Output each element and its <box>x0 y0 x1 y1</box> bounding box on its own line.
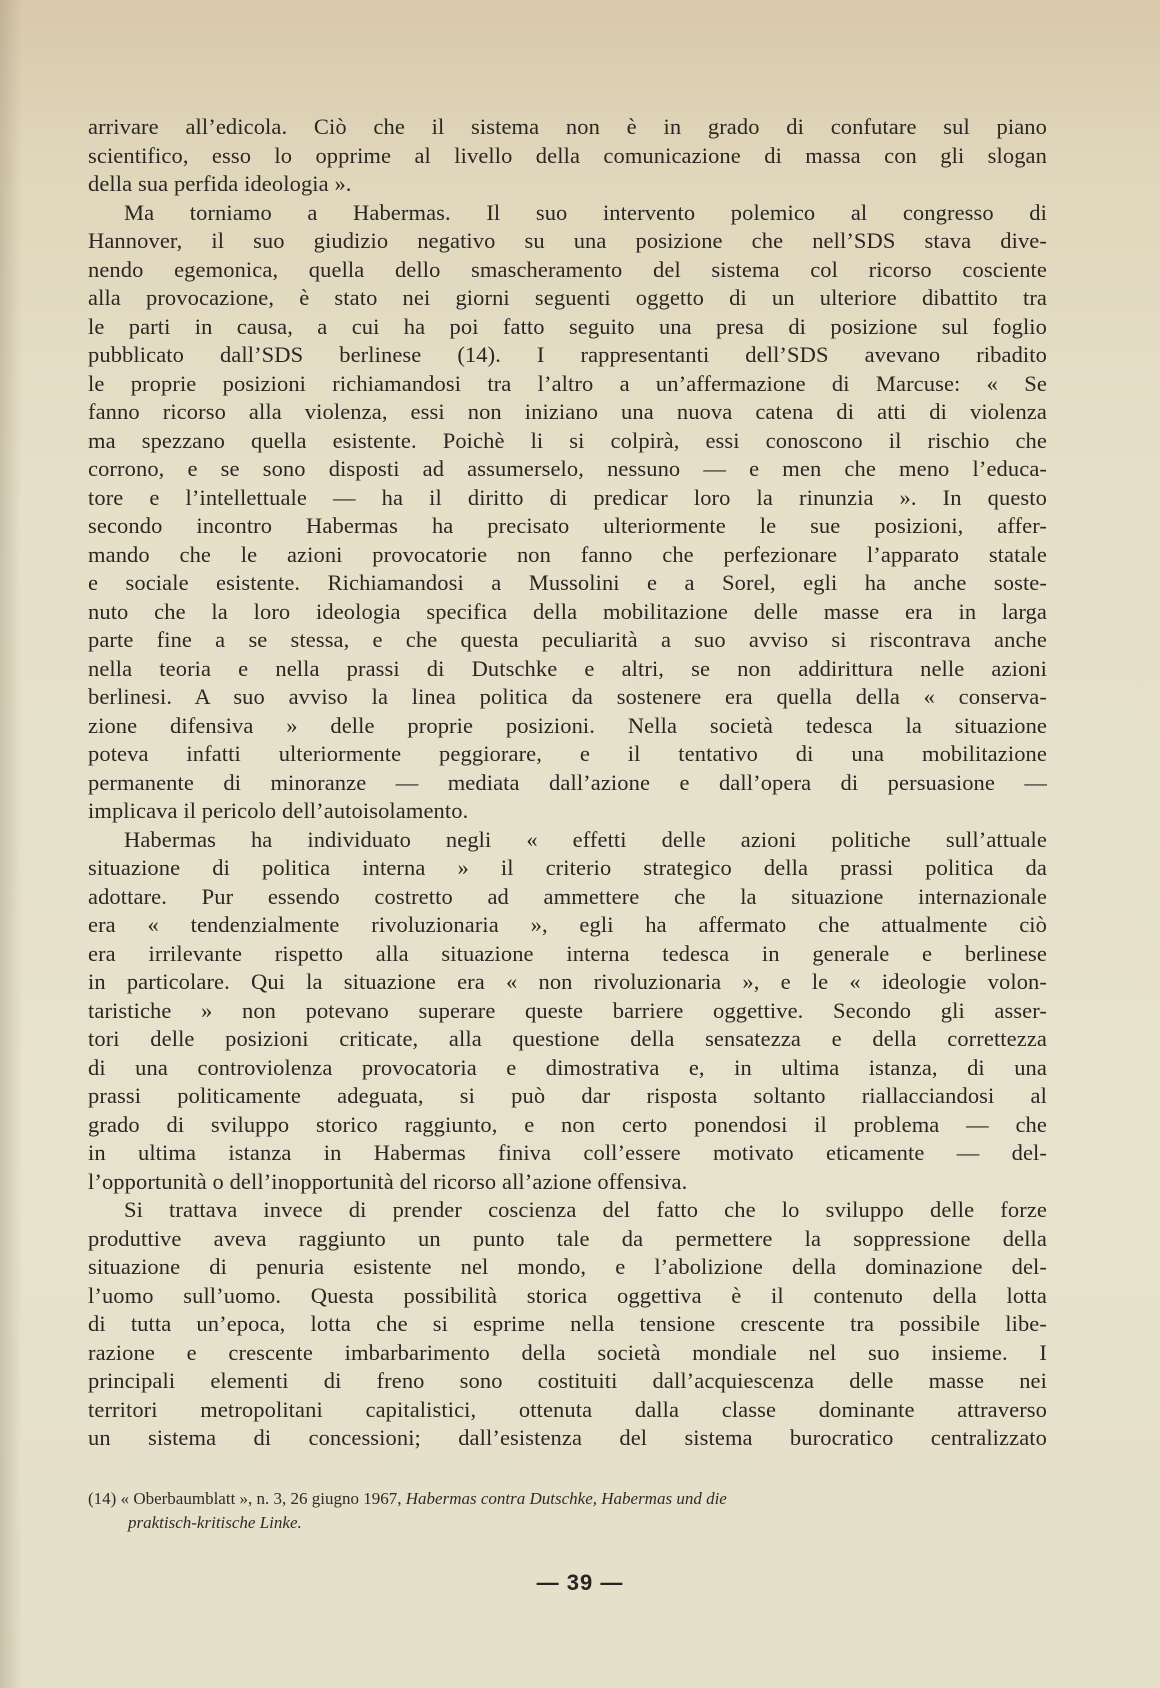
text-line: razione e crescente imbarbarimento della società mondiale nel suo insieme. I <box>88 1339 1047 1365</box>
footnotes <box>88 1487 1047 1535</box>
text-line: e sociale esistente. Richiamandosi a Mussolini e a Sorel, egli ha anche soste- <box>88 570 1047 595</box>
footnote-marker: (14) <box>88 1489 117 1508</box>
text-line: situazione di politica interna » il criterio strategico della prassi politica da <box>88 855 1047 880</box>
text-line: di tutta un’epoca, lotta che si esprime nella tensione crescente tra possibile libe- <box>88 1311 1047 1336</box>
text-line: arrivare all’edicola. Ciò che il sistema non è in grado di confutare sul piano <box>88 114 1047 139</box>
text-line: in particolare. Qui la situazione era « non rivoluzionaria », e le « ideologie volon- <box>88 969 1047 994</box>
text-line: era irrilevante rispetto alla situazione interna tedesca in generale e berlinese <box>88 940 1047 966</box>
text-line: di una controviolenza provocatoria e dimostrativa e, in ultima istanza, di una <box>88 1054 1047 1080</box>
footnote-14-line-2 <box>88 1511 1047 1535</box>
text-line: della sua perfida ideologia ». <box>88 171 352 196</box>
text-line: permanente di minoranze — mediata dall’azione e dall’opera di persuasione — <box>88 769 1047 795</box>
text-line: poteva infatti ulteriormente peggiorare, e il tentativo di una mobilitazione <box>88 741 1047 766</box>
text-line: alla provocazione, è stato nei giorni seguenti oggetto di un ulteriore dibattito tra <box>88 285 1047 310</box>
text-line: nendo egemonica, quella dello smascheramento del sistema col ricorso cosciente <box>88 256 1047 282</box>
body-text <box>88 113 1047 1453</box>
text-line: situazione di penuria esistente nel mondo, e l’abolizione della dominazione del- <box>88 1254 1047 1279</box>
text-line: l’opportunità o dell’inopportunità del ricorso all’azione offensiva. <box>88 1168 688 1194</box>
text-line: Hannover, il suo giudizio negativo su una posizione che nell’SDS stava dive- <box>88 228 1047 253</box>
text-line: zione difensiva » delle proprie posizioni. Nella società tedesca la situazione <box>88 712 1047 738</box>
text-line: secondo incontro Habermas ha precisato ulteriormente le sue posizioni, affer- <box>88 513 1047 538</box>
page-edge-shadow <box>0 0 22 1688</box>
text-line: ma spezzano quella esistente. Poichè li si colpirà, essi conoscono il rischio che <box>88 427 1047 453</box>
text-line: parte fine a se stessa, e che questa peculiarità a suo avviso si riscontrava anche <box>88 627 1047 652</box>
text-line: in ultima istanza in Habermas finiva coll’essere motivato eticamente — del- <box>88 1140 1047 1165</box>
text-line: principali elementi di freno sono costituiti dall’acquiescenza delle masse nei <box>88 1368 1047 1393</box>
footnote-source: « Oberbaumblatt », n. 3, 26 giugno 1967, <box>120 1489 402 1508</box>
text-line: Ma torniamo a Habermas. Il suo intervento polemico al congresso di <box>124 199 1047 225</box>
text-line: mando che le azioni provocatorie non fanno che perfezionare l’apparato statale <box>88 541 1047 567</box>
text-line: tori delle posizioni criticate, alla questione della sensatezza e della correttezza <box>88 1026 1047 1051</box>
text-line: le proprie posizioni richiamandosi tra l’altro a un’affermazione di Marcuse: « Se <box>88 370 1047 396</box>
text-line: un sistema di concessioni; dall’esistenza del sistema burocratico centralizzato <box>88 1425 1047 1450</box>
text-line: l’uomo sull’uomo. Questa possibilità storica oggettiva è il contenuto della lotta <box>88 1282 1047 1308</box>
text-line: taristiche » non potevano superare queste barriere oggettive. Secondo gli asser- <box>88 997 1047 1023</box>
text-line: Habermas ha individuato negli « effetti delle azioni politiche sull’attuale <box>124 826 1047 852</box>
text-line: tore e l’intellettuale — ha il diritto di predicar loro la rinunzia ». In questo <box>88 484 1047 510</box>
text-line: nuto che la loro ideologia specifica della mobilitazione delle masse era in larga <box>88 598 1047 624</box>
text-line: Si trattava invece di prender coscienza del fatto che lo sviluppo delle forze <box>124 1197 1047 1222</box>
text-line: prassi politicamente adeguata, si può dar risposta soltanto riallacciandosi al <box>88 1083 1047 1108</box>
footnote-14-line-1 <box>88 1487 1047 1511</box>
text-line: fanno ricorso alla violenza, essi non iniziano una nuova catena di atti di violenza <box>88 399 1047 424</box>
text-line: territori metropolitani capitalistici, ottenuta dalla classe dominante attraverso <box>88 1396 1047 1422</box>
text-line: era « tendenzialmente rivoluzionaria », egli ha affermato che attualmente ciò <box>88 912 1047 937</box>
text-line: produttive aveva raggiunto un punto tale da permettere la soppressione della <box>88 1225 1047 1251</box>
text-line: le parti in causa, a cui ha poi fatto seguito una presa di posizione sul foglio <box>88 313 1047 339</box>
text-line: pubblicato dall’SDS berlinese (14). I rappresentanti dell’SDS avevano ribadito <box>88 342 1047 367</box>
page-number: — 39 — <box>536 1570 624 1595</box>
text-line: grado di sviluppo storico raggiunto, e non certo ponendosi il problema — che <box>88 1111 1047 1137</box>
footnote-title-part2: praktisch-kritische Linke. <box>128 1513 302 1532</box>
text-line: adottare. Pur essendo costretto ad ammettere che la situazione internazionale <box>88 883 1047 909</box>
text-line: implicava il pericolo dell’autoisolamento. <box>88 798 469 823</box>
footnote-title-part1: Habermas contra Dutschke, Habermas und die <box>405 1489 727 1508</box>
text-line: nella teoria e nella prassi di Dutschke e altri, se non addirittura nelle azioni <box>88 655 1047 681</box>
text-line: scientifico, esso lo opprime al livello della comunicazione di massa con gli slogan <box>88 142 1047 168</box>
text-line: corrono, e se sono disposti ad assumerselo, nessuno — e men che meno l’educa- <box>88 456 1047 481</box>
text-line: berlinesi. A suo avviso la linea politica da sostenere era quella della « conserva- <box>88 684 1047 709</box>
